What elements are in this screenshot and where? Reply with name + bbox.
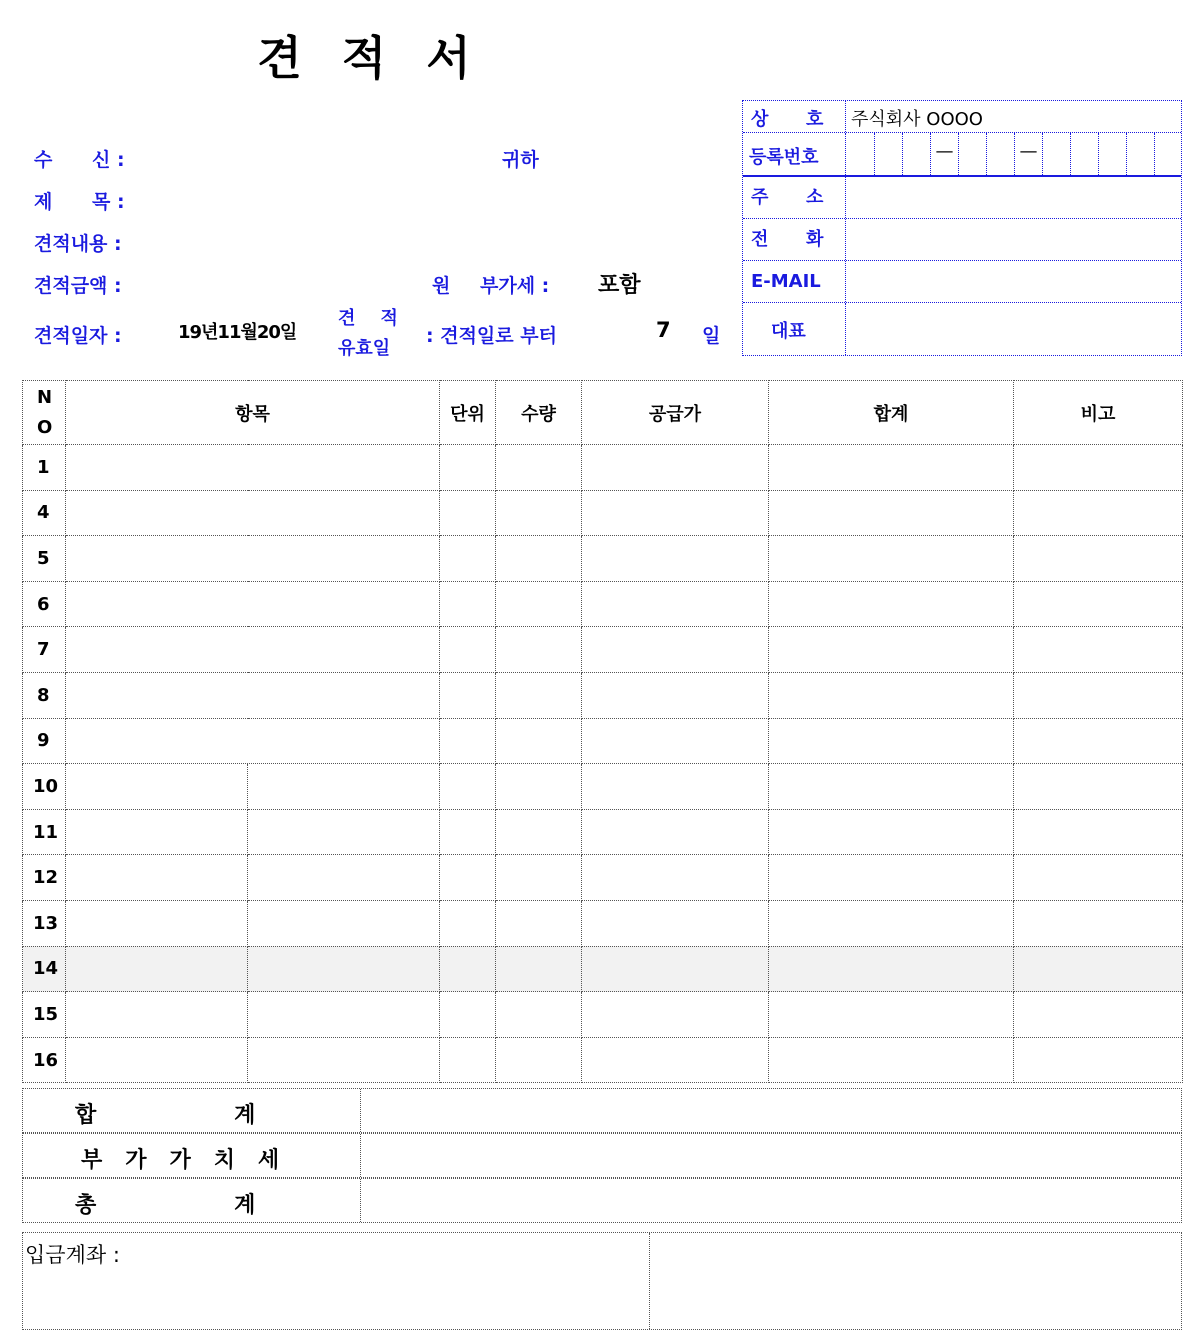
- row-number: 13: [23, 900, 66, 946]
- validity-unit: 일: [702, 325, 721, 347]
- cell-price[interactable]: [582, 764, 769, 810]
- sum-label: [23, 1089, 361, 1132]
- cell-total[interactable]: [769, 946, 1014, 992]
- table-row: [23, 672, 1183, 718]
- supplier-reg-row: [743, 133, 1181, 177]
- cell-item-b[interactable]: [248, 946, 440, 992]
- cell-price[interactable]: [582, 536, 769, 582]
- cell-qty[interactable]: [496, 1037, 582, 1083]
- cell-item[interactable]: [66, 672, 440, 718]
- validity-days: 7: [656, 318, 671, 342]
- cell-unit[interactable]: [440, 718, 496, 764]
- header-item: [66, 381, 440, 445]
- cell-qty[interactable]: [496, 672, 582, 718]
- header-no-bottom: O: [37, 416, 53, 438]
- header-qty: [496, 381, 582, 445]
- reg-label: [743, 133, 846, 175]
- cell-unit[interactable]: [440, 809, 496, 855]
- header-unit-text: 단위: [450, 403, 485, 425]
- row-number: 4: [23, 490, 66, 536]
- row-number: 1: [23, 445, 66, 491]
- cell-item[interactable]: [66, 581, 440, 627]
- row-number: 8: [23, 672, 66, 718]
- recipient-label: 수 신 :: [34, 149, 125, 171]
- cell-note[interactable]: [1014, 490, 1183, 536]
- cell-qty[interactable]: [496, 764, 582, 810]
- vat-row: [22, 1133, 1182, 1178]
- cell-unit[interactable]: [440, 490, 496, 536]
- cell-note[interactable]: [1014, 900, 1183, 946]
- sum-row: [22, 1088, 1182, 1133]
- cell-qty[interactable]: [496, 809, 582, 855]
- table-row: [23, 809, 1183, 855]
- cell-note[interactable]: [1014, 672, 1183, 718]
- header-total-text: 합계: [873, 403, 909, 425]
- ceo-label-text: 대표: [771, 321, 806, 342]
- cell-item-a[interactable]: [66, 900, 248, 946]
- subject-label: 제 목 :: [34, 191, 125, 213]
- cell-qty[interactable]: [496, 627, 582, 673]
- row-number: 9: [23, 718, 66, 764]
- cell-total[interactable]: [769, 718, 1014, 764]
- row-number: 16: [23, 1037, 66, 1083]
- amount-label: 견적금액 :: [34, 275, 122, 297]
- cell-item-b[interactable]: [248, 992, 440, 1038]
- phone-label-text: 전 화: [751, 229, 824, 250]
- table-row: [23, 992, 1183, 1038]
- email-label-text: E-MAIL: [751, 271, 821, 292]
- cell-qty[interactable]: [496, 718, 582, 764]
- email-label: [743, 261, 846, 302]
- header-price: [582, 381, 769, 445]
- cell-note[interactable]: [1014, 581, 1183, 627]
- cell-item-b[interactable]: [248, 855, 440, 901]
- address-value: [847, 177, 1181, 218]
- vat-total-label-text: 부 가 가 치 세: [81, 1148, 280, 1173]
- cell-item[interactable]: [66, 490, 440, 536]
- cell-qty[interactable]: [496, 536, 582, 582]
- vat-label: 부가세 :: [480, 275, 550, 297]
- cell-item-a[interactable]: [66, 1037, 248, 1083]
- cell-qty[interactable]: [496, 946, 582, 992]
- reg-cell: [1071, 133, 1099, 175]
- cell-price[interactable]: [582, 581, 769, 627]
- table-row: [23, 627, 1183, 673]
- cell-unit[interactable]: [440, 992, 496, 1038]
- reg-dash: —: [935, 141, 954, 162]
- bank-account-box: [22, 1232, 1182, 1330]
- cell-item[interactable]: [66, 627, 440, 673]
- cell-total[interactable]: [769, 1037, 1014, 1083]
- table-row: [23, 900, 1183, 946]
- header-qty-text: 수량: [521, 403, 556, 425]
- company-label: [743, 101, 846, 132]
- cell-price[interactable]: [582, 672, 769, 718]
- cell-item[interactable]: [66, 718, 440, 764]
- cell-total[interactable]: [769, 581, 1014, 627]
- cell-price[interactable]: [582, 946, 769, 992]
- company-value: [847, 101, 1181, 132]
- cell-item[interactable]: [66, 445, 440, 491]
- supplier-ceo-row: [743, 303, 1181, 355]
- cell-total[interactable]: [769, 490, 1014, 536]
- table-row: [23, 536, 1183, 582]
- amount-currency: 원: [432, 275, 451, 297]
- phone-value: [847, 219, 1181, 260]
- header-note-text: 비고: [1080, 403, 1116, 425]
- bank-account-label: 입금계좌 :: [25, 1243, 120, 1267]
- cell-qty[interactable]: [496, 992, 582, 1038]
- row-number: 12: [23, 855, 66, 901]
- cell-qty[interactable]: [496, 855, 582, 901]
- cell-unit[interactable]: [440, 536, 496, 582]
- document-title: 견 적 서: [257, 31, 483, 85]
- cell-item-a[interactable]: [66, 809, 248, 855]
- cell-qty[interactable]: [496, 490, 582, 536]
- supplier-phone-row: [743, 219, 1181, 261]
- table-row: [23, 855, 1183, 901]
- address-label: [743, 177, 846, 218]
- content-label: 견적내용 :: [34, 233, 122, 255]
- header-price-text: 공급가: [648, 403, 702, 425]
- ceo-value: [847, 303, 1181, 355]
- reg-cell: [875, 133, 903, 175]
- table-row: [23, 718, 1183, 764]
- header-note: [1014, 381, 1183, 445]
- reg-cell: [987, 133, 1015, 175]
- cell-total[interactable]: [769, 900, 1014, 946]
- row-number: 14: [23, 946, 66, 992]
- row-number: 10: [23, 764, 66, 810]
- cell-item-a[interactable]: [66, 946, 248, 992]
- cell-total[interactable]: [769, 855, 1014, 901]
- row-number: 7: [23, 627, 66, 673]
- cell-item-b[interactable]: [248, 764, 440, 810]
- email-value: [847, 261, 1181, 302]
- table-row: [23, 581, 1183, 627]
- grand-total-label-text: 총 계: [75, 1193, 256, 1218]
- table-row: [23, 1037, 1183, 1083]
- supplier-company-row: [743, 101, 1181, 133]
- row-number: 11: [23, 809, 66, 855]
- table-row: [23, 490, 1183, 536]
- cell-total[interactable]: [769, 627, 1014, 673]
- reg-cell: [1127, 133, 1155, 175]
- validity-text: : 견적일로 부터: [426, 325, 557, 347]
- date-label: 견적일자 :: [34, 325, 122, 347]
- cell-note[interactable]: [1014, 627, 1183, 673]
- date-value: 19년11월20일: [178, 322, 297, 343]
- cell-unit[interactable]: [440, 627, 496, 673]
- cell-note[interactable]: [1014, 809, 1183, 855]
- ceo-label: [743, 303, 846, 355]
- header-unit: [440, 381, 496, 445]
- cell-price[interactable]: [582, 992, 769, 1038]
- cell-note[interactable]: [1014, 1037, 1183, 1083]
- cell-note[interactable]: [1014, 992, 1183, 1038]
- cell-price[interactable]: [582, 718, 769, 764]
- reg-cell: [1043, 133, 1071, 175]
- cell-note[interactable]: [1014, 855, 1183, 901]
- header-item-text: 항목: [235, 403, 270, 425]
- cell-price[interactable]: [582, 900, 769, 946]
- table-header-row: [23, 381, 1183, 445]
- cell-price[interactable]: [582, 490, 769, 536]
- reg-dash-cell: [1015, 133, 1043, 175]
- cell-item-a[interactable]: [66, 992, 248, 1038]
- row-number: 6: [23, 581, 66, 627]
- bank-divider: [649, 1233, 650, 1329]
- row-number: 5: [23, 536, 66, 582]
- cell-item-a[interactable]: [66, 764, 248, 810]
- cell-item-b[interactable]: [248, 809, 440, 855]
- cell-qty[interactable]: [496, 581, 582, 627]
- cell-total[interactable]: [769, 672, 1014, 718]
- address-label-text: 주 소: [751, 187, 824, 208]
- reg-number-cells: [847, 133, 1181, 175]
- reg-cell: [1099, 133, 1127, 175]
- table-row: [23, 445, 1183, 491]
- cell-item-b[interactable]: [248, 1037, 440, 1083]
- reg-label-text: 등록번호: [749, 147, 819, 168]
- cell-item[interactable]: [66, 536, 440, 582]
- cell-item-b[interactable]: [248, 900, 440, 946]
- phone-label: [743, 219, 846, 260]
- cell-unit[interactable]: [440, 1037, 496, 1083]
- cell-unit[interactable]: [440, 764, 496, 810]
- cell-price[interactable]: [582, 445, 769, 491]
- cell-total[interactable]: [769, 764, 1014, 810]
- cell-unit[interactable]: [440, 855, 496, 901]
- cell-price[interactable]: [582, 1037, 769, 1083]
- items-table: [22, 380, 1183, 1083]
- cell-total[interactable]: [769, 809, 1014, 855]
- cell-unit[interactable]: [440, 946, 496, 992]
- reg-cell: [903, 133, 931, 175]
- cell-note[interactable]: [1014, 946, 1183, 992]
- supplier-address-row: [743, 177, 1181, 219]
- cell-item-a[interactable]: [66, 855, 248, 901]
- cell-total[interactable]: [769, 536, 1014, 582]
- cell-unit[interactable]: [440, 445, 496, 491]
- cell-price[interactable]: [582, 627, 769, 673]
- cell-unit[interactable]: [440, 672, 496, 718]
- recipient-suffix: 귀하: [502, 149, 539, 171]
- table-row: [23, 764, 1183, 810]
- validity-label-top: 견 적: [338, 308, 398, 329]
- header-no-top: N: [37, 386, 53, 408]
- supplier-email-row: [743, 261, 1181, 303]
- cell-unit[interactable]: [440, 581, 496, 627]
- company-value-text: 주식회사 OOOO: [851, 109, 983, 130]
- header-total: [769, 381, 1014, 445]
- cell-note[interactable]: [1014, 445, 1183, 491]
- cell-note[interactable]: [1014, 718, 1183, 764]
- reg-cell: [847, 133, 875, 175]
- grand-total-row: [22, 1178, 1182, 1223]
- cell-total[interactable]: [769, 445, 1014, 491]
- header-no: [23, 381, 66, 445]
- vat-value: 포함: [598, 273, 641, 298]
- cell-note[interactable]: [1014, 764, 1183, 810]
- cell-note[interactable]: [1014, 536, 1183, 582]
- cell-price[interactable]: [582, 855, 769, 901]
- cell-qty[interactable]: [496, 900, 582, 946]
- reg-cell: [1155, 133, 1183, 175]
- reg-dash-cell: [931, 133, 959, 175]
- reg-cell: [959, 133, 987, 175]
- company-label-text: 상 호: [751, 109, 824, 130]
- totals-block: [22, 1088, 1182, 1224]
- vat-total-label: [23, 1134, 361, 1177]
- sum-label-text: 합 계: [75, 1103, 256, 1128]
- row-number: 15: [23, 992, 66, 1038]
- reg-dash: —: [1019, 141, 1038, 162]
- validity-label-bottom: 유효일: [338, 338, 391, 359]
- cell-total[interactable]: [769, 992, 1014, 1038]
- cell-qty[interactable]: [496, 445, 582, 491]
- grand-total-label: [23, 1179, 361, 1222]
- cell-unit[interactable]: [440, 900, 496, 946]
- supplier-box: [742, 100, 1182, 356]
- cell-price[interactable]: [582, 809, 769, 855]
- table-row-highlighted: [23, 946, 1183, 992]
